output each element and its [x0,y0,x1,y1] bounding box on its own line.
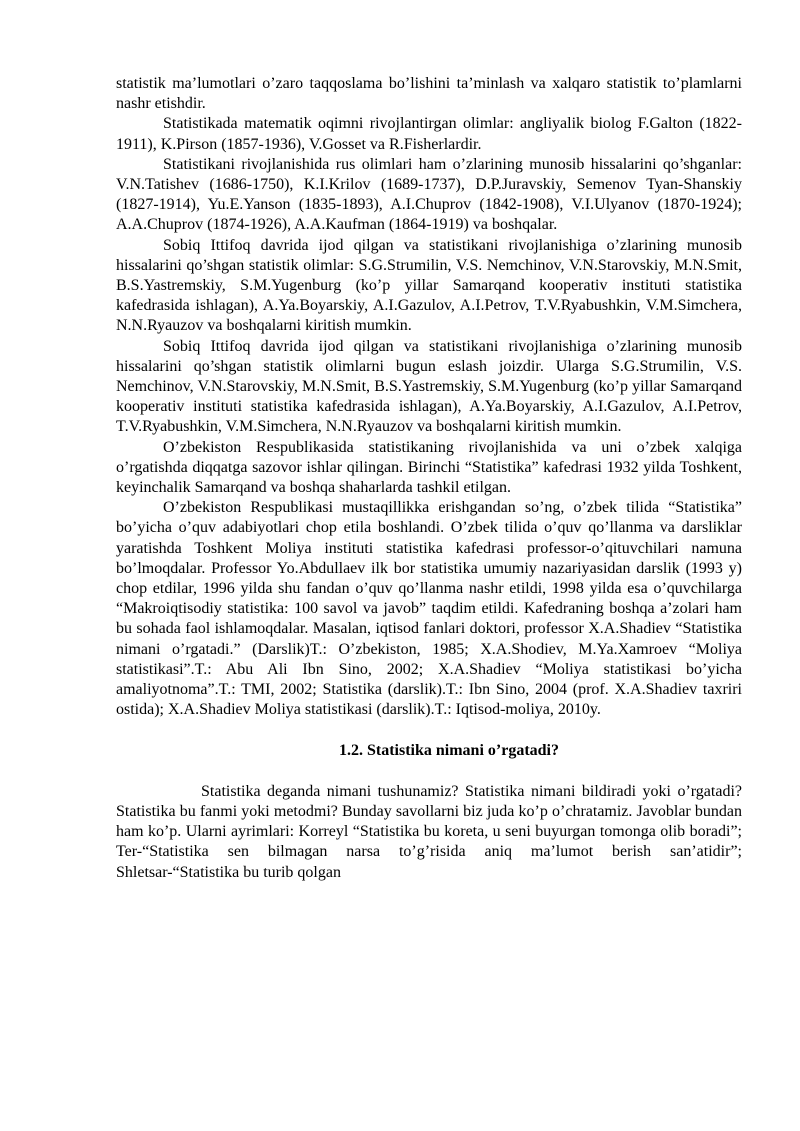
paragraph-mathematical-stream: Statistikada matematik oqimni rivojlantirgan olimlar: angliyalik biolog F.Galton (1822-1911), K.Pirson (1857-1936), V.Gosset va R.Fisherlardir. [116,115,742,153]
paragraph-soviet-scientists: Sobiq Ittifoq davrida ijod qilgan va statistikani rivojlanishiga o’zlarining munosib hissalarini qo’shgan statistik olimlar: S.G.Strumilin, V.S. Nemchinov, V.N.Starovskiy, M.N.Smit, B.S.Yastremskiy, S.M.Yugenburg (ko’p yillar Samarqand kooperativ instituti statistika kafedrasida ishlagan), A.Ya.Boyarskiy, A.I.Gazulov, A.I.Petrov, T.V.Ryabushkin, V.M.Simchera, N.N.Ryauzov va boshqalarni kiritish mumkin. [116,236,742,335]
section-heading: 1.2. Statistika nimani o’rgatadi? [338,741,559,759]
paragraph-russian-scientists: Statistikani rivojlanishida rus olimlari ham o’zlarining munosib hissalarini qo’shganlar: V.N.Tatishev (1686-1750), K.I.Krilov (1689-1737), D.P.Juravskiy, Semenov Tyan-Shanskiy (1827-1914), Yu.E.Yanson (1835-1893), A.I.Chuprov (1842-1908), V.I.Ulyanov (1870-1924); A.A.Chuprov (1874-1926), A.A.Kaufman (1864-1919) va boshqalar. [116,155,742,234]
paragraph-uzbek-textbooks: O’zbekiston Respublikasi mustaqillikka erishgandan so’ng, o’zbek tilida “Statistika” bo’yicha o’quv adabiyotlari chop etila boshlandi. O’zbek tilida o’quv qo’llanma va darsliklar yaratishda Toshkent Moliya instituti statistika kafedrasi professor-o’qituvchilari namuna bo’lmoqdalar. Professor Yo.Abdullaev ilk bor statistika umumiy nazariyasidan darslik (1993 y) chop etdilar, 1996 yilda shu fandan o’quv qo’llanma nashr etildi, 1998 yilda esa o’quvchilarga “Makroiqtisodiy statistika: 100 savol va javob” taqdim etildi. Kafedraning boshqa a’zolari ham bu sohada faol ishlamoqdalar. Masalan, iqtisod fanlari doktori, professor X.A.Shadiev “Statistika nimani o’rgatadi.” (Darslik)T.: O’zbekiston, 1985; X.A.Shodiev, M.Ya.Xamroev “Moliya statistikasi”.T.: Abu Ali Ibn Sino, 2002; X.A.Shadiev “Moliya statistikasi bo’yicha amaliyotnoma”.T.: TMI, 2002; Statistika (darslik).T.: Ibn Sino, 2004 (prof. X.A.Shadiev taxriri ostida); X.A.Shadiev Moliya statistikasi (darslik).T.: Iqtisod-moliya, 2010y. [116,499,742,719]
paragraph-continuation: statistik ma’lumotlari o’zaro taqqoslama bo’lishini ta’minlash va xalqaro statistik to’plamlarni nashr etishdir. [116,75,742,113]
paragraph-soviet-scientists-repeat: Sobiq Ittifoq davrida ijod qilgan va statistikani rivojlanishiga o’zlarining munosib hissalarini qo’shgan statistik olimlarni bugun eslash joizdir. Ularga S.G.Strumilin, V.S. Nemchinov, V.N.Starovskiy, M.N.Smit, B.S.Yastremskiy, S.M.Yugenburg (ko’p yillar Samarqand kooperativ instituti statistika kafedrasida ishlagan), A.Ya.Boyarskiy, A.I.Gazulov, A.I.Petrov, T.V.Ryabushkin, V.M.Simchera, N.N.Ryauzov va boshqalarni kiritish mumkin. [116,337,742,436]
paragraph-what-statistics-teaches: Statistika deganda nimani tushunamiz? Statistika nimani bildiradi yoki o’rgatadi? Statistika bu fanmi yoki metodmi? Bunday savollarni biz juda ko’p o’chratamiz. Javoblar bundan ham ko’p. Ularni ayrimlari: Korreyl “Statistika bu koreta, u seni buyurgan tomonga olib boradi”; Ter-“Statistika sen bilmagan narsa to’g’risida aniq ma’lumot berish san’atidir”; Shletsar-“Statistika bu turib qolgan [116,782,742,881]
paragraph-uzbekistan-history: O’zbekiston Respublikasida statistikaning rivojlanishida va uni o’zbek xalqiga o’rgatishda diqqatga sazovor ishlar qilingan. Birinchi “Statistika” kafedrasi 1932 yilda Toshkent, keyinchalik Samarqand va boshqa shaharlarda tashkil etilgan. [116,438,742,497]
document-page [116,74,742,883]
